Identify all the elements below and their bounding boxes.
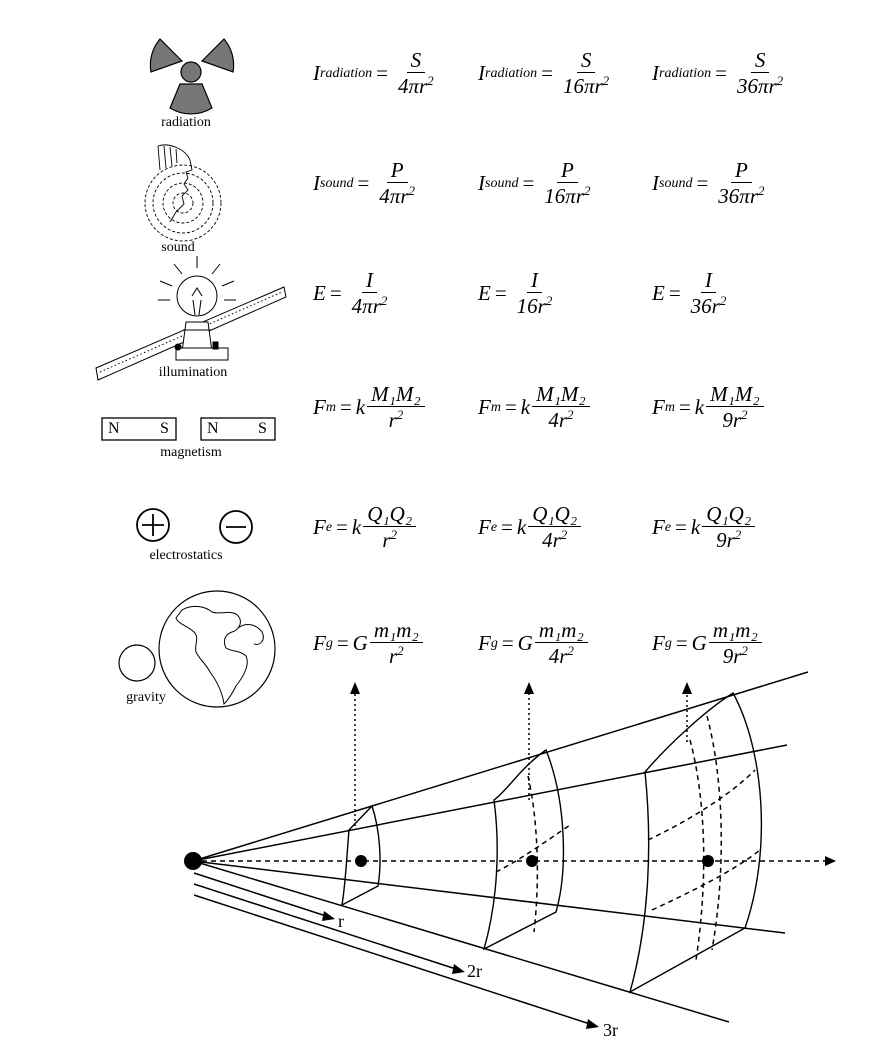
denominator-text: 16πr bbox=[544, 184, 584, 209]
exponent-2: 2 bbox=[741, 643, 748, 659]
denominator-text: 9r bbox=[722, 408, 742, 433]
exponent-2: 2 bbox=[741, 407, 748, 423]
denominator-text: 9r bbox=[722, 644, 742, 669]
fraction-denominator bbox=[385, 407, 408, 433]
fraction-numerator: P bbox=[387, 158, 408, 183]
denominator-text: 16πr bbox=[562, 74, 603, 99]
fraction-denominator bbox=[687, 293, 731, 319]
exponent-2: 2 bbox=[734, 527, 742, 543]
equation-constant: G bbox=[517, 631, 533, 656]
magnets-icon bbox=[102, 418, 275, 440]
denominator-text: 9r bbox=[716, 528, 735, 553]
denominator-text: 36πr bbox=[736, 74, 777, 99]
illumination-icon bbox=[96, 256, 286, 380]
fraction-denominator bbox=[540, 183, 594, 209]
magnet2-n-pole: N bbox=[207, 420, 219, 437]
fraction bbox=[702, 502, 755, 553]
equation-subscript: sound bbox=[320, 175, 354, 191]
equation-gravity-2 bbox=[478, 618, 588, 669]
equals-sign: = bbox=[501, 515, 513, 540]
fraction bbox=[370, 618, 423, 669]
exponent-2: 2 bbox=[758, 183, 765, 199]
fraction-denominator bbox=[538, 527, 571, 553]
exponent-2: 2 bbox=[427, 73, 434, 89]
equals-sign: = bbox=[541, 61, 553, 86]
equation-lhs: F bbox=[478, 631, 491, 656]
denominator-text: 4r bbox=[548, 644, 568, 669]
equation-gravity-1 bbox=[313, 618, 423, 669]
magnet1-n-pole: N bbox=[108, 420, 120, 437]
fraction-numerator: Q₁Q₂ bbox=[528, 502, 581, 527]
fraction-denominator bbox=[513, 293, 557, 319]
equation-constant: G bbox=[352, 631, 368, 656]
fraction bbox=[540, 158, 594, 209]
equation-subscript: e bbox=[325, 519, 333, 535]
exponent-2: 2 bbox=[380, 293, 388, 309]
equation-lhs: E bbox=[652, 281, 665, 306]
equals-sign: = bbox=[336, 515, 348, 540]
equation-constant: k bbox=[690, 515, 701, 540]
equals-sign: = bbox=[494, 281, 507, 306]
fraction-denominator bbox=[714, 183, 768, 209]
distance-2r-label: 2r bbox=[467, 961, 482, 981]
denominator-text: r bbox=[382, 528, 391, 553]
equation-radiation-2 bbox=[478, 48, 613, 99]
fraction bbox=[733, 48, 787, 99]
exponent-2: 2 bbox=[397, 643, 404, 659]
fraction bbox=[559, 48, 613, 99]
fraction bbox=[687, 268, 731, 319]
equals-sign: = bbox=[675, 515, 687, 540]
sound-icon bbox=[145, 145, 221, 241]
label-gravity: gravity bbox=[126, 690, 166, 705]
equation-lhs: F bbox=[478, 395, 491, 420]
fraction bbox=[706, 382, 764, 433]
fraction bbox=[363, 502, 416, 553]
label-electrostatics: electrostatics bbox=[149, 548, 223, 563]
fraction bbox=[348, 268, 392, 319]
equation-lhs: F bbox=[652, 631, 665, 656]
exponent-2: 2 bbox=[408, 183, 415, 199]
inverse-square-cone bbox=[193, 672, 836, 1029]
denominator-text: 4πr bbox=[351, 294, 381, 319]
fraction-denominator bbox=[375, 183, 419, 209]
magnet2-s-pole: S bbox=[258, 420, 267, 437]
denominator-text: r bbox=[388, 644, 398, 669]
equation-radiation-3 bbox=[652, 48, 787, 99]
fraction-numerator: P bbox=[731, 158, 752, 183]
equation-lhs: F bbox=[313, 631, 326, 656]
equation-subscript: m bbox=[490, 399, 501, 415]
exponent-2: 2 bbox=[602, 73, 610, 89]
fraction-numerator: S bbox=[407, 48, 426, 73]
charges-icon bbox=[137, 509, 252, 543]
fraction-denominator bbox=[718, 407, 751, 433]
equation-constant: k bbox=[694, 395, 705, 420]
fraction bbox=[535, 618, 588, 669]
exponent-2: 2 bbox=[567, 643, 574, 659]
equation-lhs: I bbox=[478, 171, 485, 196]
equation-illumination-2 bbox=[478, 268, 556, 319]
equation-lhs: F bbox=[652, 515, 665, 540]
equation-lhs: F bbox=[652, 395, 665, 420]
equals-sign: = bbox=[501, 631, 514, 656]
fraction bbox=[513, 268, 557, 319]
equation-subscript: m bbox=[664, 399, 675, 415]
fraction-numerator: M₁M₂ bbox=[367, 382, 425, 407]
equation-subscript: sound bbox=[659, 175, 693, 191]
equation-electrostatics-1 bbox=[313, 502, 416, 553]
fraction bbox=[367, 382, 425, 433]
fraction-numerator: I bbox=[527, 268, 542, 293]
fraction-numerator: I bbox=[362, 268, 377, 293]
exponent-2: 2 bbox=[567, 407, 574, 423]
fraction-numerator: m₁m₂ bbox=[370, 618, 423, 643]
denominator-text: 4πr bbox=[379, 184, 409, 209]
equation-sound-1 bbox=[313, 158, 419, 209]
equals-sign: = bbox=[376, 61, 388, 86]
fraction-denominator bbox=[719, 643, 752, 669]
equals-sign: = bbox=[522, 171, 535, 196]
exponent-2: 2 bbox=[584, 183, 591, 199]
fraction-numerator: I bbox=[701, 268, 716, 293]
equation-constant: k bbox=[355, 395, 366, 420]
equation-magnetism-3 bbox=[652, 382, 764, 433]
equation-sound-2 bbox=[478, 158, 595, 209]
equation-lhs: I bbox=[313, 171, 320, 196]
equation-subscript: sound bbox=[485, 175, 519, 191]
exponent-2: 2 bbox=[545, 293, 553, 309]
fraction-numerator: S bbox=[751, 48, 770, 73]
equation-illumination-1 bbox=[313, 268, 391, 319]
denominator-text: 36πr bbox=[718, 184, 758, 209]
fraction bbox=[532, 382, 590, 433]
equals-sign: = bbox=[329, 281, 342, 306]
fraction-numerator: Q₁Q₂ bbox=[702, 502, 755, 527]
fraction-denominator bbox=[348, 293, 392, 319]
fraction bbox=[528, 502, 581, 553]
equation-magnetism-2 bbox=[478, 382, 590, 433]
fraction-denominator bbox=[733, 73, 787, 99]
equation-sound-3 bbox=[652, 158, 769, 209]
equation-lhs: F bbox=[313, 395, 326, 420]
denominator-text: 36r bbox=[690, 294, 720, 319]
equation-subscript: radiation bbox=[485, 65, 538, 81]
equation-lhs: I bbox=[652, 61, 659, 86]
equation-gravity-3 bbox=[652, 618, 762, 669]
equation-constant: G bbox=[691, 631, 707, 656]
fraction-denominator bbox=[544, 407, 577, 433]
fraction-numerator: m₁m₂ bbox=[709, 618, 762, 643]
denominator-text: 16r bbox=[516, 294, 546, 319]
exponent-2: 2 bbox=[776, 73, 784, 89]
fraction-numerator: P bbox=[557, 158, 578, 183]
fraction bbox=[394, 48, 438, 99]
equation-subscript: radiation bbox=[320, 65, 373, 81]
fraction-denominator bbox=[378, 527, 401, 553]
label-magnetism: magnetism bbox=[160, 445, 222, 460]
fraction-numerator: Q₁Q₂ bbox=[363, 502, 416, 527]
equation-lhs: I bbox=[652, 171, 659, 196]
radiation-icon bbox=[150, 39, 233, 114]
distance-3r-label: 3r bbox=[603, 1020, 618, 1040]
label-illumination: illumination bbox=[158, 365, 228, 380]
exponent-2: 2 bbox=[390, 527, 398, 543]
label-sound: sound bbox=[161, 240, 195, 255]
fraction-denominator bbox=[712, 527, 745, 553]
equation-lhs: I bbox=[313, 61, 320, 86]
equation-subscript: e bbox=[490, 519, 498, 535]
equation-lhs: E bbox=[313, 281, 326, 306]
denominator-text: 4πr bbox=[397, 74, 428, 99]
equation-subscript: g bbox=[664, 635, 672, 651]
fraction-denominator bbox=[545, 643, 578, 669]
distance-r-label: r bbox=[338, 911, 344, 931]
equals-sign: = bbox=[715, 61, 727, 86]
exponent-2: 2 bbox=[560, 527, 568, 543]
equation-lhs: I bbox=[478, 61, 485, 86]
equation-radiation-1 bbox=[313, 48, 438, 99]
equation-illumination-3 bbox=[652, 268, 730, 319]
denominator-text: r bbox=[388, 408, 397, 433]
equation-electrostatics-3 bbox=[652, 502, 755, 553]
fraction-numerator: S bbox=[577, 48, 596, 73]
fraction-numerator: M₁M₂ bbox=[706, 382, 764, 407]
fraction-denominator bbox=[559, 73, 613, 99]
fraction-numerator: m₁m₂ bbox=[535, 618, 588, 643]
equals-sign: = bbox=[678, 395, 691, 420]
denominator-text: 4r bbox=[542, 528, 561, 553]
equation-subscript: g bbox=[490, 635, 498, 651]
equation-subscript: m bbox=[325, 399, 336, 415]
fraction-numerator: M₁M₂ bbox=[532, 382, 590, 407]
equals-sign: = bbox=[504, 395, 517, 420]
equation-constant: k bbox=[520, 395, 531, 420]
equals-sign: = bbox=[668, 281, 681, 306]
equation-constant: k bbox=[516, 515, 527, 540]
equals-sign: = bbox=[675, 631, 688, 656]
exponent-2: 2 bbox=[719, 293, 727, 309]
fraction bbox=[375, 158, 419, 209]
denominator-text: 4r bbox=[548, 408, 568, 433]
equals-sign: = bbox=[357, 171, 370, 196]
equation-constant: k bbox=[351, 515, 362, 540]
exponent-2: 2 bbox=[396, 407, 404, 423]
equation-electrostatics-2 bbox=[478, 502, 581, 553]
fraction-denominator bbox=[385, 643, 408, 669]
magnet1-s-pole: S bbox=[160, 420, 169, 437]
equation-subscript: radiation bbox=[659, 65, 712, 81]
equation-lhs: F bbox=[478, 515, 491, 540]
fraction bbox=[709, 618, 762, 669]
equation-subscript: g bbox=[325, 635, 333, 651]
equation-magnetism-1 bbox=[313, 382, 425, 433]
equation-subscript: e bbox=[664, 519, 672, 535]
fraction-denominator bbox=[394, 73, 438, 99]
equals-sign: = bbox=[696, 171, 709, 196]
equals-sign: = bbox=[339, 395, 352, 420]
label-radiation: radiation bbox=[161, 115, 211, 130]
fraction bbox=[714, 158, 768, 209]
equation-lhs: E bbox=[478, 281, 491, 306]
equation-lhs: F bbox=[313, 515, 326, 540]
equals-sign: = bbox=[336, 631, 349, 656]
